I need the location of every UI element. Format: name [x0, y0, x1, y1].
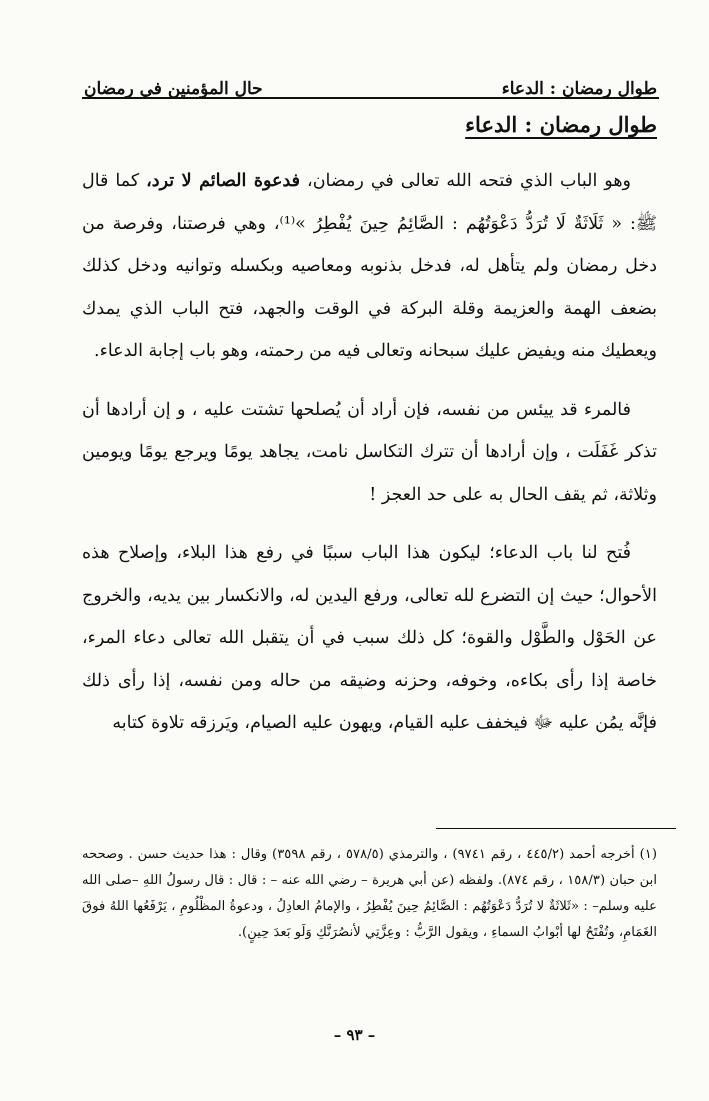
paragraph-1	[82, 160, 657, 373]
main-text	[82, 160, 657, 745]
header-chapter-title: طوال رمضان : الدعاء	[501, 79, 657, 99]
footnote: (١) أخرجه أحمد (٤٤٥/٢ ، رقم ٩٧٤١) ، والترمذي (٥٧٨/٥ ، رقم ٣٥٩٨) وقال : هذا حديث حسن . وصححه ابن حبان (١٥٨/٣ ، رقم ٨٧٤). ولفظه (عن أبي هريرة – رضي الله عنه – : قال : قال رسولُ اللهِ –صلى الله عليه وسلم– : «ثَلاثَةٌ لا تُرَدُّ دَعْوَتُهُم : الصَّائِمُ حِينَ يُفْطِرُ ، والإمامُ العادِلُ ، ودعوةُ المظْلُومِ ، يَرْفَعُها اللهُ فوقَ الغَمَامِ، وتُفْتَحُ لها أبْوابُ السماءِ ، ويقول الرَّبُّ : وعِزَّتِي لأنصُرَنَّكِ وَلَو بَعدَ حِينٍ).	[82, 847, 658, 940]
footnote-rule	[436, 828, 676, 829]
paragraph-1-bold: فدعوة الصائم لا ترد،	[146, 171, 301, 191]
paragraph-1-rest: كما قال ﷺ: « ثَلَاثَةٌ لَا تُرَدُّ دَعْوَتُهُم : الصَّائِمُ حِينَ يُفْطِرُ »⁽¹⁾، وهي فرصتنا، وفرصة من دخل رمضان ولم يتأهل له، فدخل بذنوبه ومعاصيه وبكسله وتوانيه ودخل كذلك بضعف الهمة والعزيمة وقلة البركة في الوقت والجهد، فتح الباب الذي يمدك ويعطيك منه ويفيض عليك سبحانه وتعالى فيه من رحمته، وهو باب إجابة الدعاء.	[82, 171, 658, 361]
header-book-title: حال المؤمنين في رمضان	[84, 79, 263, 99]
section-title: طوال رمضان : الدعاء	[465, 112, 657, 137]
header-rule	[82, 97, 659, 99]
page-number: – ٩٣ –	[333, 1026, 376, 1044]
running-header	[84, 70, 657, 98]
paragraph-1-start: وهو الباب الذي فتحه الله تعالى في رمضان،	[300, 171, 632, 191]
paragraph-3: فُتح لنا باب الدعاء؛ ليكون هذا الباب سببًا في رفع هذا البلاء، وإصلاح هذه الأحوال؛ حيث إن التضرع لله تعالى، ورفع اليدين له، والانكسار بين يديه، والخروج عن الحَوْل والطَّوْل والقوة؛ كل ذلك سبب في أن يتقبل الله تعالى دعاء المرء، خاصة إذا رأى بكاءه، وخوفه، وحزنه وضيقه من حاله ومن نفسه، إذا رأى ذلك فإنَّه يمُن عليه ﷻ فيخفف عليه القيام، ويهون عليه الصيام، ويَرزقه تلاوة كتابه	[82, 543, 657, 733]
paragraph-2: فالمرء قد ييئس من نفسه، فإن أراد أن يُصلحها تشتت عليه ، و إن أرادها أن تذكر غَفَلَت ، وإن أرادها أن تترك التكاسل نامت، يجاهد يومًا ويرجع يومًا ويومين وثلاثة، ثم يقف الحال به على حد العجز !	[82, 399, 657, 505]
